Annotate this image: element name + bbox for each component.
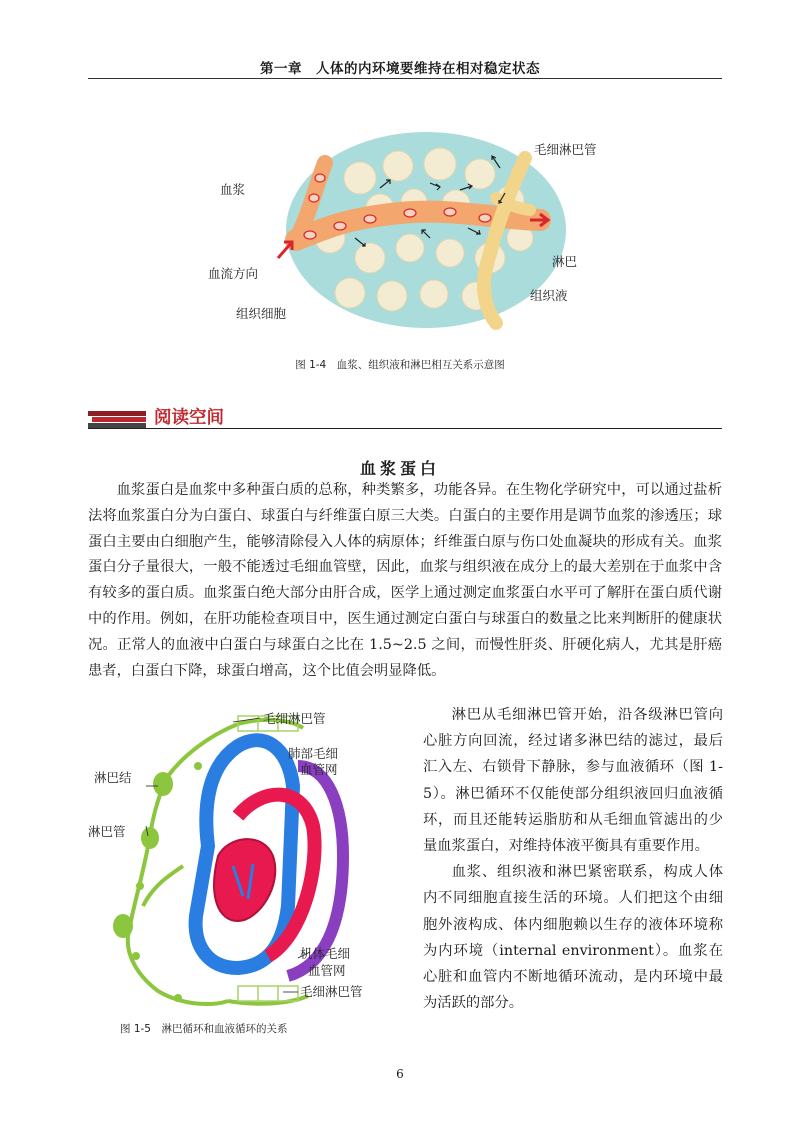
- heart: [214, 839, 275, 921]
- label-lymph-vessel: 淋巴管: [88, 824, 126, 839]
- label-lymph-node: 淋巴结: [94, 770, 132, 785]
- label-lung-capillary-1: 肺部毛细: [288, 746, 339, 761]
- section-divider: [88, 428, 722, 429]
- label-lymph-capillary-bottom: 毛细淋巴管: [300, 984, 363, 999]
- label-flow-direction: 血流方向: [208, 266, 259, 281]
- label-plasma: 血浆: [220, 182, 246, 197]
- books-icon: [88, 411, 148, 429]
- label-body-capillary-1: 机体毛细: [300, 946, 351, 961]
- article-paragraph: 血浆蛋白是血浆中多种蛋白质的总称，种类繁多，功能各异。在生物化学研究中，可以通过盐析法将血浆蛋白分为白蛋白、球蛋白与纤维蛋白原三大类。白蛋白的主要作用是调节血浆的渗透压；球蛋白主要由白细胞产生，能够清除侵入人体的病原体；纤维蛋白原与伤口处血凝块的形成有关。血浆蛋白分子量很大，一般不能透过毛细血管壁，因此，血浆与组织液在成分上的最大差别在于血浆中含有较多的蛋白质。血浆蛋白绝大部分由肝合成，医学上通过测定血浆蛋白水平可了解肝在蛋白质代谢中的作用。例如，在肝功能检查项目中，医生通过测定白蛋白与球蛋白的数量之比来判断肝的健康状况。正常人的血液中白蛋白与球蛋白之比在 1.5~2.5 之间，而慢性肝炎、肝硬化病人，尤其是肝癌患者，白蛋白下降，球蛋白增高，这个比值会明显降低。: [88, 482, 722, 679]
- label-lymph-capillary: 毛细淋巴管: [534, 142, 597, 157]
- header-divider: [88, 78, 722, 79]
- figure-lymph-blood-circulation: [88, 706, 388, 1018]
- label-lung-capillary-2: 血管网: [300, 762, 338, 777]
- internal-environment-paragraph: 血浆、组织液和淋巴紧密联系，构成人体内不同细胞直接生活的环境。人们把这个由细胞外液构成、体内细胞赖以生存的液体环境称为内环境（internal environment）。血浆在心脏和血管内不断地循环流动，是内环境中最为活跃的部分。: [423, 864, 723, 1012]
- label-body-capillary-2: 血管网: [308, 963, 346, 978]
- figure-plasma-tissue-lymph: [200, 118, 620, 346]
- figure-1-5-caption: 图 1-5 淋巴循环和血液循环的关系: [120, 1023, 288, 1035]
- section-title: 阅读空间: [154, 408, 224, 428]
- figure-1-4-caption: 图 1-4 血浆、组织液和淋巴相互关系示意图: [295, 359, 505, 371]
- article-title: 血浆蛋白: [359, 459, 440, 478]
- page-number: 6: [396, 1067, 404, 1081]
- label-lymph-capillary-top: 毛细淋巴管: [263, 711, 326, 726]
- lymph-circulation-paragraph: 淋巴从毛细淋巴管开始，沿各级淋巴管向心脏方向回流，经过诸多淋巴结的滤过，最后汇入左、右锁骨下静脉，参与血液循环（图 1-5）。淋巴循环不仅能使部分组织液回归血液循环，而且还能转运脂肪和从毛细血管滤出的少量血浆蛋白，对维持体液平衡具有重要作用。: [423, 707, 723, 855]
- label-tissue-fluid: 组织液: [530, 288, 568, 303]
- right-column-text: [423, 702, 723, 1016]
- label-lymph: 淋巴: [552, 254, 578, 269]
- label-tissue-cells: 组织细胞: [236, 306, 287, 321]
- chapter-header: 第一章 人体的内环境要维持在相对稳定状态: [260, 61, 540, 77]
- section-header: [88, 404, 722, 430]
